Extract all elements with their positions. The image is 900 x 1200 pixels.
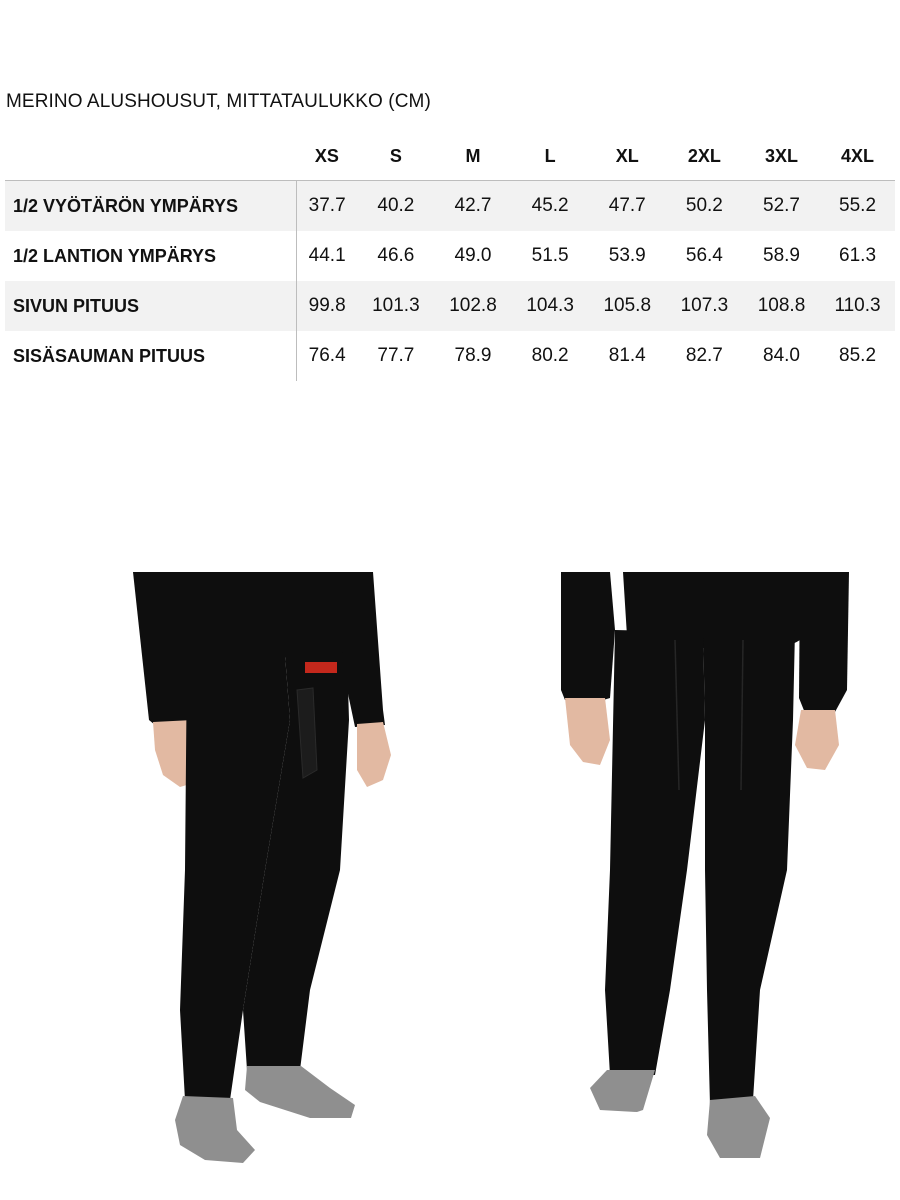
header-size: XL bbox=[589, 132, 666, 181]
left-hand bbox=[565, 698, 610, 765]
size-chart-title: MERINO ALUSHOUSUT, MITTATAULUKKO (CM) bbox=[6, 91, 431, 112]
table-cell: 76.4 bbox=[308, 345, 346, 366]
table-row bbox=[5, 281, 895, 331]
left-sock bbox=[175, 1096, 255, 1163]
table-cell: 52.7 bbox=[743, 181, 820, 232]
table-cell: 102.8 bbox=[434, 281, 511, 331]
front-view-figure bbox=[125, 570, 405, 1170]
table-cell: 107.3 bbox=[666, 281, 743, 331]
header-empty-cell bbox=[5, 132, 297, 181]
table-cell: 82.7 bbox=[685, 345, 723, 366]
right-sock bbox=[245, 1066, 355, 1118]
back-view-figure bbox=[555, 570, 855, 1170]
table-cell: 110.3 bbox=[820, 281, 895, 331]
front-view-photo bbox=[125, 570, 405, 1170]
table-cell: 108.8 bbox=[743, 281, 820, 331]
table-cell: 47.7 bbox=[589, 181, 666, 232]
table-cell: 58.9 bbox=[763, 245, 800, 266]
left-sock bbox=[590, 1070, 655, 1112]
table-cell: 80.2 bbox=[531, 345, 569, 366]
right-hand bbox=[357, 722, 391, 787]
left-leg bbox=[605, 630, 705, 1075]
table-cell: 101.3 bbox=[357, 281, 434, 331]
header-size: S bbox=[357, 132, 434, 181]
right-sleeve bbox=[799, 572, 849, 713]
header-size: 3XL bbox=[743, 132, 820, 181]
row-label: SISÄSAUMAN PITUUS bbox=[5, 331, 297, 381]
table-cell: 55.2 bbox=[820, 181, 895, 232]
table-cell: 78.9 bbox=[454, 345, 492, 366]
left-sleeve bbox=[133, 572, 195, 725]
table-cell: 44.1 bbox=[308, 245, 346, 266]
table-cell: 42.7 bbox=[434, 181, 511, 232]
table-cell: 37.7 bbox=[297, 181, 358, 232]
table-cell: 61.3 bbox=[839, 245, 877, 266]
table-cell: 40.2 bbox=[357, 181, 434, 232]
row-label: 1/2 VYÖTÄRÖN YMPÄRYS bbox=[5, 181, 297, 232]
table-cell: 56.4 bbox=[685, 245, 723, 266]
table-cell: 84.0 bbox=[763, 345, 800, 366]
table-cell: 50.2 bbox=[666, 181, 743, 232]
header-size: L bbox=[512, 132, 589, 181]
table-cell: 51.5 bbox=[531, 245, 569, 266]
table-cell: 99.8 bbox=[297, 281, 358, 331]
row-label: 1/2 LANTION YMPÄRYS bbox=[5, 231, 297, 281]
table-row bbox=[5, 231, 895, 281]
table-row bbox=[5, 181, 895, 232]
right-hand bbox=[795, 710, 839, 770]
back-view-photo bbox=[555, 570, 855, 1170]
table-cell: 49.0 bbox=[454, 245, 492, 266]
header-size: 4XL bbox=[820, 132, 895, 181]
table-cell: 81.4 bbox=[608, 345, 646, 366]
header-size: M bbox=[434, 132, 511, 181]
header-size: XS bbox=[297, 132, 358, 181]
table-cell: 104.3 bbox=[512, 281, 589, 331]
table-cell: 77.7 bbox=[377, 345, 415, 366]
left-sleeve bbox=[561, 572, 615, 701]
table-cell: 105.8 bbox=[589, 281, 666, 331]
table-cell: 46.6 bbox=[377, 245, 415, 266]
brand-logo-label bbox=[305, 662, 337, 673]
header-size: 2XL bbox=[666, 132, 743, 181]
table-cell: 53.9 bbox=[608, 245, 646, 266]
table-row bbox=[5, 331, 895, 381]
size-table bbox=[5, 132, 895, 381]
right-leg bbox=[703, 630, 795, 1105]
table-cell: 45.2 bbox=[512, 181, 589, 232]
right-sock bbox=[707, 1096, 770, 1158]
table-header-row bbox=[5, 132, 895, 181]
row-label: SIVUN PITUUS bbox=[5, 281, 297, 331]
table-cell: 85.2 bbox=[839, 345, 877, 366]
